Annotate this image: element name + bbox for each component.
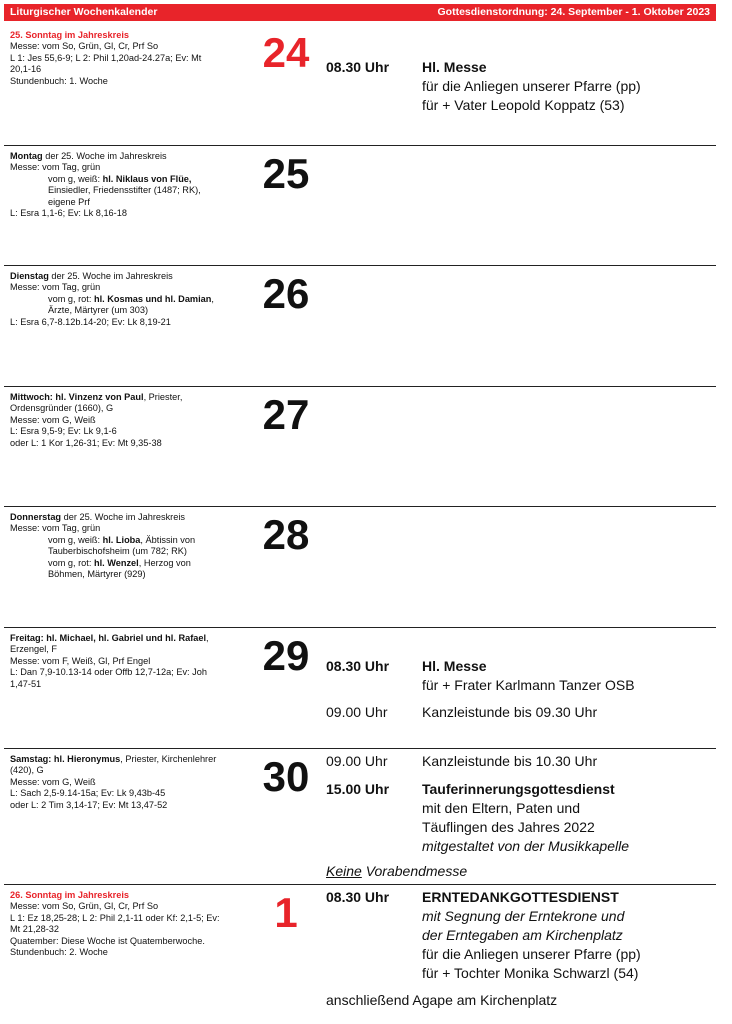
feast-title: 25. Sonntag im Jahreskreis [10,30,129,40]
liturgy-line: oder L: 1 Kor 1,26-31; Ev: Mt 9,35-38 [10,437,162,448]
liturgy-line: Messe: vom G, Weiß [10,776,96,787]
event-line: für + Frater Karlmann Tanzer OSB [422,677,635,693]
event-title: Hl. Messe [422,59,487,75]
day-block-28 [4,506,716,626]
liturgy-info [10,392,250,449]
event-line: Täuflingen des Jahres 2022 [422,819,595,835]
liturgy-line: Ärzte, Märtyrer (um 303) [48,305,149,316]
day-number: 25 [262,150,310,197]
saint-name: hl. Wenzel [93,557,139,568]
event-time: 15.00 Uhr [326,781,390,797]
day-number: 1 [274,889,298,936]
liturgy-line: L: Esra 9,5-9; Ev: Lk 9,1-6 [10,426,117,437]
liturgy-line: Messe: vom Tag, grün [10,523,101,534]
liturgy-text: vom g, rot: [48,557,94,568]
weekday: Donnerstag [10,512,62,522]
saint-name: hl. Niklaus von Flüe, [102,173,192,184]
liturgy-line: Messe: vom Tag, grün [10,162,101,173]
day-number: 30 [262,753,310,800]
liturgy-line: Stundenbuch: 2. Woche [10,947,108,958]
liturgy-line: (420), G [10,765,44,776]
liturgy-info [10,633,250,690]
liturgy-line: Erzengel, F [10,644,57,655]
liturgy-info [10,890,250,958]
liturgy-text: , [206,633,209,643]
event-line: der Erntegaben am Kirchenplatz [422,927,623,943]
liturgy-line: Ordensgründer (1660), G [10,403,114,414]
event-time: 08.30 Uhr [326,658,390,674]
liturgy-line: Mt 21,28-32 [10,924,60,935]
note-emphasis: Keine [326,863,362,879]
day-block-30 [4,748,716,884]
liturgy-text: , Priester, Kirchenlehrer [120,754,217,764]
event-line: mit den Eltern, Paten und [422,800,580,816]
liturgy-line: Messe: vom Tag, grün [10,282,101,293]
feast-title: 26. Sonntag im Jahreskreis [10,890,129,900]
liturgy-info [10,271,250,328]
liturgy-line: Messe: vom G, Weiß [10,414,96,425]
day-block-27 [4,386,716,506]
weekday: Montag [10,151,43,161]
weekday: Samstag: hl. Hieronymus [10,754,121,764]
event-time: 08.30 Uhr [326,59,390,75]
liturgy-text: , Herzog von [138,557,191,568]
day-number: 29 [262,632,310,679]
saint-name: hl. Kosmas und hl. Damian [93,293,212,304]
liturgy-info [10,151,250,219]
liturgy-line: Böhmen, Märtyrer (929) [48,569,146,580]
day-number: 28 [262,511,310,558]
liturgy-line: L 1: Jes 55,6-9; L 2: Phil 1,20ad-24.27a; Ev: Mt [10,52,202,63]
day-block-24 [4,24,716,144]
liturgy-text: vom g, weiß: [48,173,103,184]
event-line: für die Anliegen unserer Pfarre (pp) [422,78,641,94]
event-title: Kanzleistunde bis 10.30 Uhr [422,753,598,769]
liturgy-info [10,754,250,811]
liturgy-text: vom g, rot: [48,293,94,304]
liturgy-line: L: Esra 6,7-8.12b.14-20; Ev: Lk 8,19-21 [10,316,171,327]
liturgy-line: Messe: vom So, Grün, Gl, Cr, Prf So [10,901,159,912]
liturgy-info [10,512,250,580]
day-number: 24 [262,29,310,76]
event-line: mit Segnung der Erntekrone und [422,908,625,924]
liturgy-text: der 25. Woche im Jahreskreis [63,512,185,522]
weekday: Mittwoch: hl. Vinzenz von Paul [10,392,144,402]
liturgy-line: oder L: 2 Tim 3,14-17; Ev: Mt 13,47-52 [10,799,168,810]
header-title: Liturgischer Wochenkalender [10,6,158,18]
liturgy-line: L 1: Ez 18,25-28; L 2: Phil 2,1-11 oder Kf: 2,1-5; Ev: [10,912,220,923]
liturgy-line: L: Dan 7,9-10.13-14 oder Offb 12,7-12a; Ev: Joh [10,667,207,678]
event-time: 09.00 Uhr [326,704,388,720]
liturgy-text: , [211,293,214,304]
header-date-range: Gottesdienstordnung: 24. September - 1. Oktober 2023 [437,6,710,18]
saint-name: hl. Lioba [102,534,141,545]
liturgy-line: 1,47-51 [10,678,42,689]
day-block-25 [4,145,716,265]
liturgy-line: Quatember: Diese Woche ist Quatemberwoche. [10,935,205,946]
liturgy-text: , Äbtissin von [140,534,196,545]
event-title: Hl. Messe [422,658,487,674]
liturgy-text: der 25. Woche im Jahreskreis [45,151,167,161]
liturgy-line: L: Esra 1,1-6; Ev: Lk 8,16-18 [10,208,127,219]
liturgy-line: Messe: vom So, Grün, Gl, Cr, Prf So [10,41,159,52]
event-time: 08.30 Uhr [326,889,390,905]
weekday: Dienstag [10,271,49,281]
event-title: Tauferinnerungsgottesdienst [422,781,615,797]
liturgy-text: vom g, weiß: [48,534,103,545]
liturgy-line: Einsiedler, Friedensstifter (1487; RK), [48,185,201,196]
event-title: Kanzleistunde bis 09.30 Uhr [422,704,598,720]
day-number: 26 [262,270,310,317]
event-line: mitgestaltet von der Musikkapelle [422,838,629,854]
note-text: Vorabendmesse [361,863,468,879]
header-bar [4,4,716,21]
day-block-26 [4,265,716,385]
liturgy-line: Messe: vom F, Weiß, Gl, Prf Engel [10,655,151,666]
day-number: 27 [262,391,310,438]
event-line: für + Vater Leopold Koppatz (53) [422,97,625,113]
weekday: Freitag: hl. Michael, hl. Gabriel und hl. Rafael [10,633,207,643]
note [326,862,467,881]
liturgy-text: der 25. Woche im Jahreskreis [51,271,173,281]
liturgy-line: Stundenbuch: 1. Woche [10,75,108,86]
event-line: für die Anliegen unserer Pfarre (pp) [422,946,641,962]
liturgy-info [10,30,250,87]
liturgy-text: , Priester, [143,392,183,402]
liturgy-line: Tauberbischofsheim (um 782; RK) [48,546,187,557]
liturgy-line: eigene Prf [48,196,90,207]
event-time: 09.00 Uhr [326,753,388,769]
liturgy-line: 20,1-16 [10,64,42,75]
day-block-29 [4,627,716,747]
event-title: ERNTEDANKGOTTESDIENST [422,889,619,905]
event-line: für + Tochter Monika Schwarzl (54) [422,965,639,981]
liturgy-line: L: Sach 2,5-9.14-15a; Ev: Lk 9,43b-45 [10,788,166,799]
note-text: anschließend Agape am Kirchenplatz [326,992,558,1008]
note [326,991,557,1010]
day-block-1 [4,884,716,1022]
